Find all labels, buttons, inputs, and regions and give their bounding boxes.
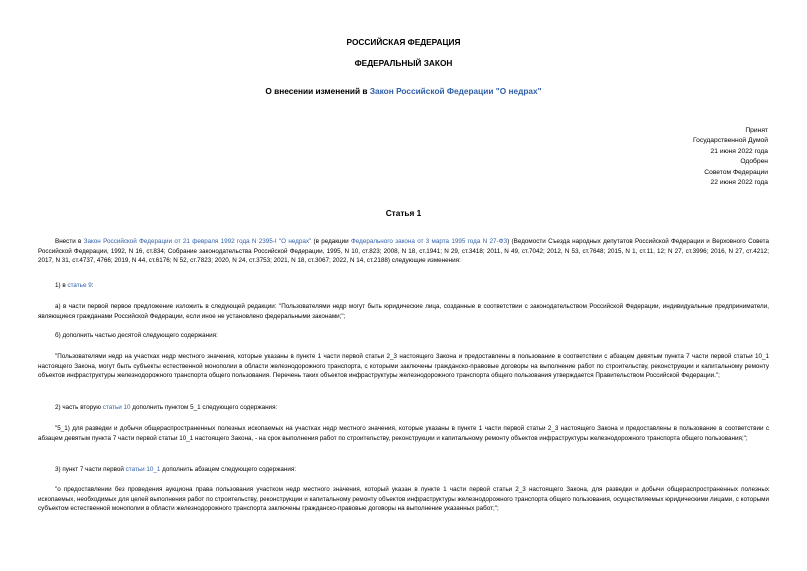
article-10-link[interactable]: статьи 10 [102,404,131,411]
approved-by: Советом Федерации [704,168,768,176]
item-3-text-b: дополнить абзацем следующего содержания: [160,466,297,473]
item-1a: а) в части первой первое предложение изложить в следующей редакции: "Пользователями недр могут быть юридические лица, созданные в соответствии с законодательством Российской Федерации, индивидуальные предприниматели, являющиеся гражданами Российской Федерации, если иное не установлено федеральными законами;"; [38,303,769,320]
item-2 [38,403,769,413]
adopted-by: Государственной Думой [693,137,768,145]
intro-paragraph [38,237,769,266]
adopted-date: 21 июня 2022 года [710,147,768,155]
adoption-block [693,126,768,188]
law-type-heading: ФЕДЕРАЛЬНЫЙ ЗАКОН [354,58,453,68]
item-1-text-b: : [91,282,94,289]
law-subject-link[interactable]: Закон Российской Федерации "О недрах" [369,86,542,96]
law-1992-link[interactable]: Закон Российской Федерации от 21 февраля 1992 года N 2395-I "О недрах" [83,238,312,245]
adopted-label: Принят [745,127,768,134]
item-3-quote: "о предоставлении без проведения аукциона права пользования участком недр местного значения, который указан в пункте 1 части первой статьи 2_3 настоящего Закона, для разведки и добычи общераспространенных полезных ископаемых, необходимых для целей выполнения работ по строительству, реконструкции и капитальному ремонту объектов инфраструктуры железнодорожного транспорта общего пользования, осуществляемых юридическими лицами, с которыми субъектом естественной монополии в области железнодорожного транспорта заключены гражданско-правовые договоры на выполнение указанных работ;"; [38,486,769,513]
item-2-text-b: дополнить пунктом 5_1 следующего содержания: [130,404,278,411]
intro-text-c: ) (Ведомости Съезда народных депутатов Российской Федерации и Верховного Совета Российской Федерации, 1992, N 16, ст.834; Собрание законодательства Российской Федерации, 1995, N 10, ст.823; 2008, N 18, ст.1941; N 29, ст.3418; 2011, N 49, ст.7042; 2012, N 53, ст.7648; 2015, N 1, ст.11, 12; N 27, ст.3996; 2016, N 27, ст.4212; 2017, N 31, ст.4737, 4766; 2019, N 44, ст.6176; N 52, ст.7823; 2020, N 24, ст.3753; 2021, N 18, ст.3067; 2022, N 14, ст.2188) следующие изменения: [38,238,770,265]
approved-label: Одобрен [740,158,768,166]
item-1b-quote: "Пользователями недр на участках недр местного значения, которые указаны в пункте 1 части первой статьи 2_3 настоящего Закона и предоставлены в пользование в соответствии с абзацем девятым пункта 7 части первой статьи 10_1 настоящего Закона, могут быть субъекты естественной монополии в области железнодорожного транспорта, с которыми заключены гражданско-правовые договоры на выполнение работ по строительству, реконструкции и капитальному ремонту объектов инфраструктуры железнодорожного транспорта общего пользования. Перечень таких объектов инфраструктуры железнодорожного транспорта общего пользования утверждается Правительством Российской Федерации."; [38,353,769,380]
country-heading: РОССИЙСКАЯ ФЕДЕРАЦИЯ [346,37,461,47]
item-1-text-a: 1) в [55,282,68,289]
law-1995-link[interactable]: Федерального закона от 3 марта 1995 года N 27-ФЗ [351,238,508,245]
intro-text-a: Внести в [55,238,84,245]
item-3 [38,465,769,475]
item-2-quote: "5_1) для разведки и добычи общераспространенных полезных ископаемых на участках недр местного значения, которые указаны в пункте 1 части первой статьи 2_3 настоящего Закона и предоставлены в пользование в соответствии с абзацем девятым пункта 7 части первой статьи 10_1 настоящего Закона, - на срок выполнения работ по строительству, реконструкции и капитальному ремонту объектов инфраструктуры железнодорожного транспорта общего пользования;"; [38,425,769,442]
item-2-text-a: 2) часть вторую [55,404,103,411]
law-subject-prefix: О внесении изменений в [265,86,370,96]
approved-date: 22 июня 2022 года [710,179,768,187]
item-3-text-a: 3) пункт 7 части первой [55,466,126,473]
law-subject-heading [0,86,807,96]
item-1 [38,281,769,291]
article-9-link[interactable]: статье 9 [67,282,92,289]
intro-text-b: (в редакции [311,238,351,245]
item-1b: б) дополнить частью десятой следующего содержания: [55,332,218,339]
article-title: Статья 1 [385,208,422,218]
article-10-1-link[interactable]: статьи 10_1 [125,466,161,473]
